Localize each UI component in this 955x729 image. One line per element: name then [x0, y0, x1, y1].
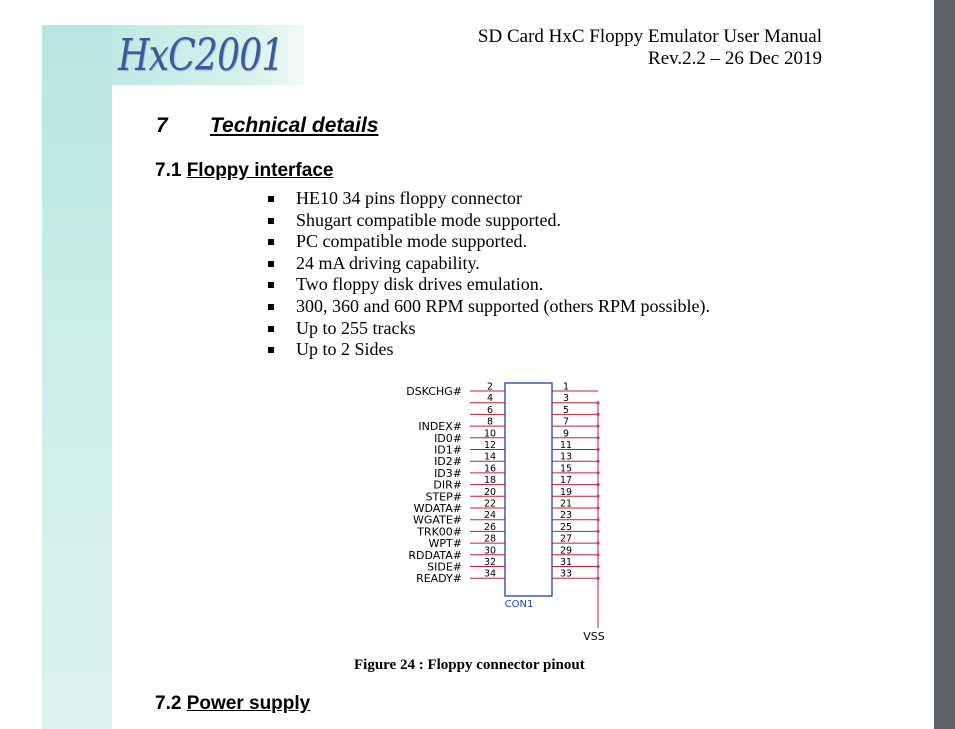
- list-item: 300, 360 and 600 RPM supported (others RPM possible).: [268, 296, 710, 318]
- decorative-side-band: [42, 25, 112, 729]
- list-item: PC compatible mode supported.: [268, 231, 710, 253]
- bullet-square-icon: [268, 282, 274, 288]
- viewer-side-gutter: [934, 0, 955, 729]
- pin-number-even: 32: [483, 557, 497, 568]
- pin-number-even: 12: [483, 440, 497, 451]
- bullet-square-icon: [268, 261, 274, 267]
- list-item: Up to 2 Sides: [268, 339, 710, 361]
- signal-label: ID3#: [434, 466, 462, 480]
- pin-number-odd: 3: [562, 393, 570, 405]
- pin-number-odd: 25: [559, 521, 573, 533]
- list-item: Two floppy disk drives emulation.: [268, 274, 710, 296]
- signal-label: DIR#: [433, 478, 462, 492]
- pin-number-odd: 15: [559, 463, 573, 475]
- pin-number-odd: 27: [559, 533, 573, 545]
- signal-label: WGATE#: [413, 513, 462, 527]
- subsection-heading-power: [155, 693, 310, 715]
- bullet-square-icon: [268, 304, 274, 310]
- pin-number-odd: 17: [559, 475, 573, 487]
- subsection-title: Power supply: [186, 693, 311, 714]
- signal-label: TRK00#: [417, 525, 462, 539]
- pin-number-even: 24: [483, 510, 497, 522]
- bullet-square-icon: [268, 196, 274, 202]
- list-item: HE10 34 pins floppy connector: [268, 188, 710, 210]
- subsection-title: Floppy interface: [186, 160, 334, 181]
- figure-caption: Figure 24 : Floppy connector pinout: [354, 657, 585, 673]
- signal-label: ID0#: [434, 431, 462, 445]
- signal-label: STEP#: [425, 490, 462, 504]
- connector-name: CON1: [504, 599, 534, 610]
- pin-number-odd: 13: [559, 451, 573, 463]
- list-item: Shugart compatible mode supported.: [268, 210, 710, 232]
- pin-number-odd: 19: [559, 486, 573, 498]
- subsection-number: 7.1: [155, 160, 182, 181]
- connector-schematic: [390, 378, 620, 648]
- subsection-number: 7.2: [155, 693, 182, 714]
- list-item: Up to 255 tracks: [268, 318, 710, 340]
- signal-label: SIDE#: [427, 560, 462, 574]
- hxc-logo: HxC2001: [118, 30, 284, 81]
- bullet-square-icon: [268, 239, 274, 245]
- subsection-heading-floppy: [155, 160, 333, 182]
- section-heading: [156, 114, 378, 138]
- pin-number-even: 22: [483, 498, 497, 510]
- feature-list: [268, 188, 710, 361]
- signal-label: WDATA#: [413, 502, 462, 515]
- pin-number-odd: 5: [562, 404, 570, 416]
- pin-number-even: 6: [486, 404, 494, 416]
- pin-number-odd: 31: [559, 557, 573, 568]
- pin-number-odd: 23: [559, 510, 573, 522]
- pin-number-even: 8: [486, 416, 494, 428]
- bullet-square-icon: [268, 326, 274, 332]
- pin-number-even: 10: [483, 428, 497, 440]
- pin-number-even: 2: [486, 381, 494, 393]
- signal-label: DSKCHG#: [406, 385, 462, 398]
- pin-number-even: 26: [483, 521, 497, 533]
- connector-body: [505, 383, 552, 596]
- signal-label: INDEX#: [418, 420, 462, 434]
- signal-label: ID1#: [434, 443, 462, 457]
- pin-number-even: 20: [483, 486, 497, 498]
- pin-number-odd: 7: [562, 416, 570, 428]
- signal-label: READY#: [416, 572, 462, 586]
- pin-number-even: 4: [486, 393, 494, 405]
- pin-number-odd: 33: [559, 568, 573, 580]
- list-item: 24 mA driving capability.: [268, 253, 710, 275]
- pin-number-even: 30: [483, 545, 497, 557]
- connector-pinout-figure: [390, 378, 620, 648]
- pin-number-even: 16: [483, 463, 497, 475]
- pin-number-odd: 29: [559, 545, 573, 557]
- pin-number-even: 34: [483, 568, 497, 580]
- document-title: SD Card HxC Floppy Emulator User Manual: [477, 26, 822, 47]
- pin-number-odd: 11: [559, 440, 573, 451]
- ground-label: VSS: [583, 630, 605, 643]
- document-revision: Rev.2.2 – 26 Dec 2019: [648, 48, 822, 69]
- pin-number-even: 14: [483, 451, 497, 463]
- pin-number-odd: 9: [562, 428, 570, 440]
- bullet-square-icon: [268, 218, 274, 224]
- signal-label: WPT#: [428, 537, 462, 551]
- signal-label: RDDATA#: [408, 548, 462, 562]
- section-number: 7: [156, 114, 168, 137]
- pin-number-odd: 21: [559, 498, 573, 510]
- pin-number-even: 18: [483, 475, 497, 487]
- pin-number-even: 28: [483, 533, 497, 545]
- pin-number-odd: 1: [562, 381, 570, 393]
- signal-label: ID2#: [434, 455, 462, 469]
- bullet-square-icon: [268, 347, 274, 353]
- section-title: Technical details: [210, 114, 379, 137]
